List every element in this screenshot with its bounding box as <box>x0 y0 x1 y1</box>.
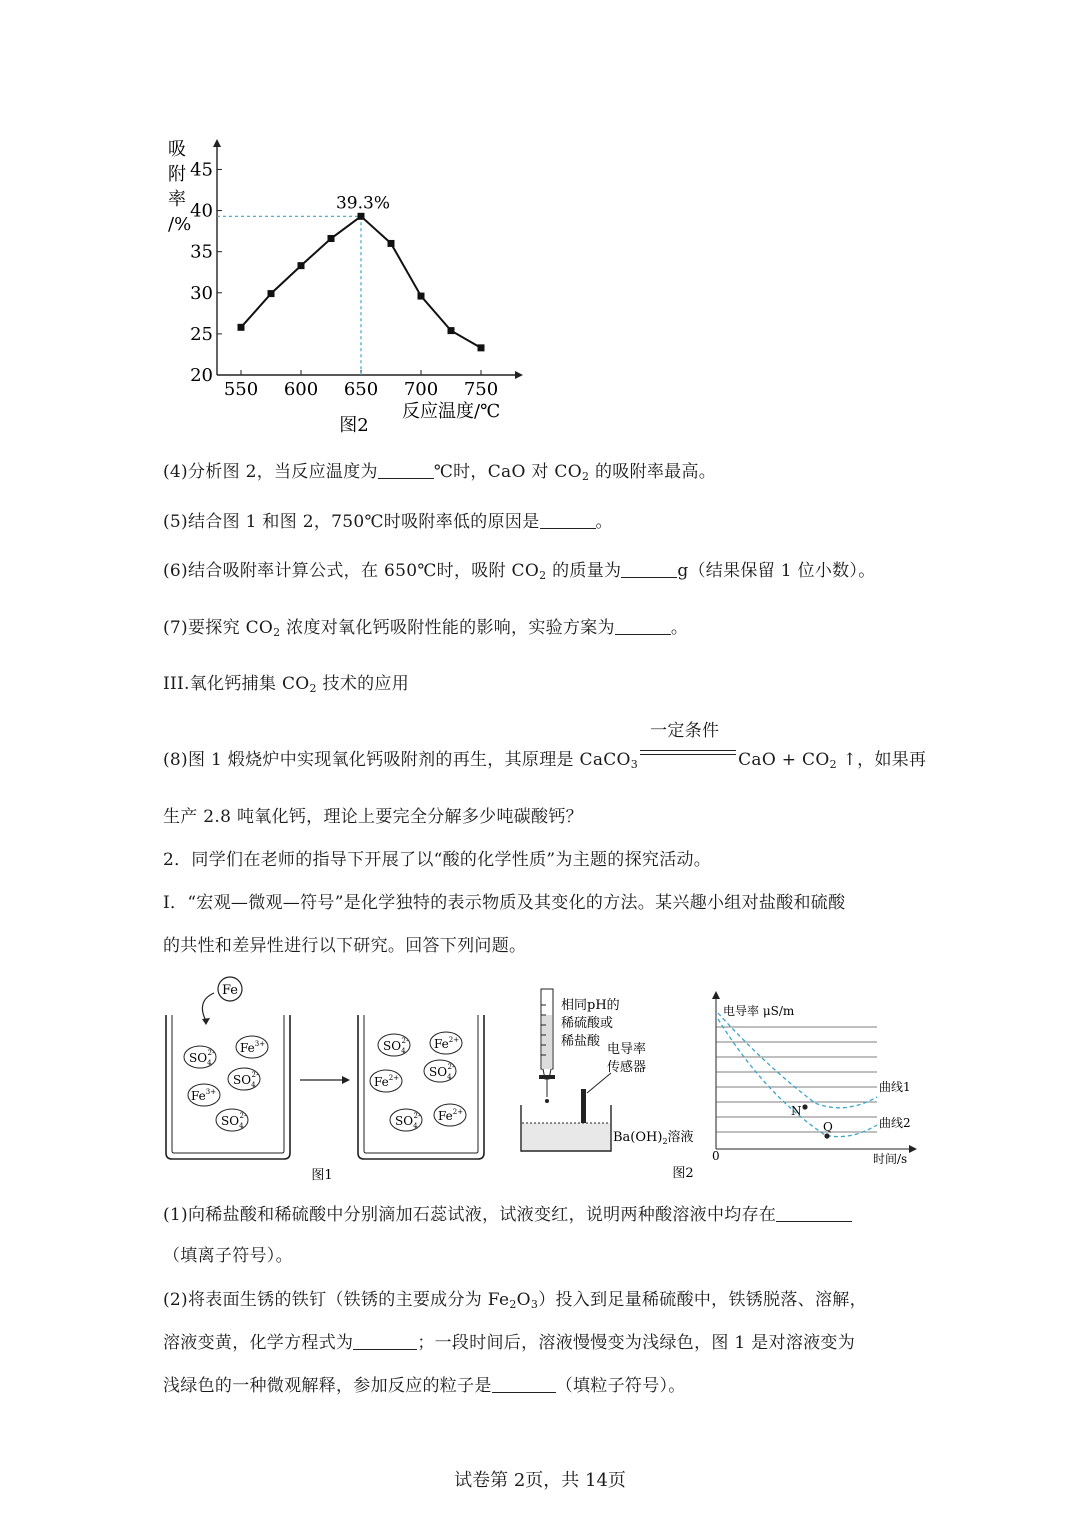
answer-blank[interactable] <box>353 1333 417 1350</box>
ion-fe2 <box>430 1032 462 1054</box>
point-q <box>824 1133 829 1138</box>
problem-2-intro-2: 的共性和差异性进行以下研究。回答下列问题。 <box>163 936 527 956</box>
svg-text:Fe2+: $Fe^{2+}$ <box>438 1108 464 1123</box>
fe-arrow <box>202 993 214 1021</box>
fe-arrowhead <box>202 1018 210 1025</box>
y-tick-label: 35 <box>190 241 213 263</box>
conductivity-graph <box>712 991 917 1166</box>
svg-text:SO42-: $SO_42-$ <box>429 1063 455 1081</box>
svg-text:电导率: 电导率 <box>607 1042 647 1057</box>
svg-text:SO42-: $SO_42-$ <box>189 1049 215 1067</box>
question-4: (4)分析图 2，当反应温度为 ℃时，CaO 对 $CO_2$ 的吸附率最高。 <box>163 462 717 483</box>
x-tick-label: 750 <box>463 379 499 400</box>
svg-text:稀硫酸或: 稀硫酸或 <box>561 1016 614 1031</box>
curve-2 <box>718 1019 877 1137</box>
y-tick-label: 40 <box>190 200 213 222</box>
problem-2-title: 2．同学们在老师的指导下开展了以“酸的化学性质”为主题的探究活动。 <box>163 850 712 870</box>
burette <box>539 989 555 1103</box>
part-1-line2: （填离子符号）。 <box>163 1246 293 1266</box>
problem-2-intro-1: I．“宏观—微观—符号”是化学独特的表示物质及其变化的方法。某兴趣小组对盐酸和硫酸 <box>163 893 846 913</box>
y-tick-label: 20 <box>190 365 213 386</box>
x-tick-label: 650 <box>343 379 379 400</box>
y-axis-label: 吸 <box>168 139 186 160</box>
x-axis-arrow <box>515 371 523 379</box>
y-tick-label: 30 <box>190 282 213 304</box>
reaction-condition: 一定条件 <box>640 741 736 765</box>
svg-text:曲线2: 曲线2 <box>879 1116 911 1130</box>
question-8-line2: 生产 2.8 吨氧化钙，理论上要完全分解多少吨碳酸钙？ <box>163 807 583 827</box>
ion-fe2 <box>370 1070 402 1092</box>
sensor-probe-lead <box>587 1073 611 1093</box>
svg-text:Q: Q <box>823 1120 833 1134</box>
svg-text:SO42-: $SO_42-$ <box>233 1071 259 1089</box>
svg-text:Fe2+: $Fe^{2+}$ <box>374 1074 400 1089</box>
part-1: (1)向稀盐酸和稀硫酸中分别滴加石蕊试液，试液变红，说明两种酸溶液中均存在 <box>163 1203 852 1227</box>
part-2-line3: 浅绿色的一种微观解释，参加反应的粒子是 （填粒子符号）。 <box>163 1376 686 1396</box>
conductivity-figure <box>515 985 920 1185</box>
question-8: (8)图 1 煅烧炉中实现氧化钙吸附剂的再生，其原理是 CaCO$_3$ 一定条件 CaO + $CO_2$ ↑，如果再 <box>163 721 927 771</box>
figure-2-caption: 图2 <box>672 1166 694 1181</box>
svg-text:Ba(OH)2溶液: $Ba(OH)_2$溶液 <box>613 1130 694 1146</box>
answer-blank[interactable] <box>776 1205 852 1222</box>
svg-text:电导率 μS/m: 电导率 μS/m <box>723 1004 795 1018</box>
data-point <box>298 262 305 269</box>
data-point <box>238 324 245 331</box>
page-footer: 试卷第 2页，共 14页 <box>454 1470 626 1491</box>
question-6: (6)结合吸附率计算公式，在 650℃时，吸附 $CO_2$ 的质量为 g（结果保留 1 位小数）。 <box>163 561 876 582</box>
x-axis-label: 反应温度/℃ <box>402 401 501 422</box>
svg-text:0: 0 <box>712 1149 720 1163</box>
svg-text:SO42-: $SO_42-$ <box>221 1112 247 1130</box>
svg-text:时间/s: 时间/s <box>873 1152 908 1166</box>
part-2: (2)将表面生锈的铁钉（铁锈的主要成分为 $Fe_2O_3$）投入到足量稀硫酸中，铁锈脱落、溶解， <box>163 1290 867 1311</box>
svg-text:稀盐酸: 稀盐酸 <box>561 1034 601 1049</box>
question-7: (7)要探究 $CO_2$ 浓度对氧化钙吸附性能的影响，实验方案为 。 <box>163 618 689 639</box>
ion-so4 <box>184 1046 216 1068</box>
x-tick-label: 700 <box>403 379 439 400</box>
data-point <box>358 213 365 220</box>
beaker-1 <box>166 1015 290 1159</box>
data-point <box>418 293 425 300</box>
y-tick-label: 45 <box>190 159 213 181</box>
y-axis-label: /% <box>168 214 192 235</box>
question-5: (5)结合图 1 和图 2，750℃时吸附率低的原因是 。 <box>163 512 613 532</box>
ion-fe2 <box>434 1104 466 1126</box>
y-axis-label: 率 <box>168 189 186 210</box>
part-2-line2: 溶液变黄，化学方程式为 ；一段时间后，溶液慢慢变为浅绿色，图 1 是对溶液变为 <box>163 1333 856 1353</box>
y-tick-label: 25 <box>190 323 213 345</box>
data-point <box>328 235 335 242</box>
section-3-heading: III.氧化钙捕集 $CO_2$ 技术的应用 <box>163 674 410 695</box>
point-n <box>802 1104 807 1109</box>
peak-label: 39.3% <box>335 193 391 214</box>
figure-1-caption: 图1 <box>311 1168 333 1183</box>
ion-fe3 <box>188 1084 220 1106</box>
svg-text:SO42-: $SO_42-$ <box>395 1112 421 1130</box>
x-tick-label: 550 <box>223 379 259 400</box>
ion-fe3 <box>236 1036 268 1058</box>
answer-blank[interactable] <box>378 462 434 479</box>
data-point <box>268 290 275 297</box>
ion-so4 <box>390 1109 422 1131</box>
data-point <box>478 344 485 351</box>
ion-so4 <box>424 1060 456 1082</box>
ion-so4 <box>216 1109 248 1131</box>
svg-text:N: N <box>791 1104 802 1118</box>
svg-text:曲线1: 曲线1 <box>879 1080 911 1094</box>
svg-text:相同pH的: 相同pH的 <box>561 998 620 1013</box>
ion-so4 <box>228 1068 260 1090</box>
svg-text:传感器: 传感器 <box>607 1060 647 1075</box>
figure-2-caption: 图2 <box>339 415 369 436</box>
answer-blank[interactable] <box>492 1376 556 1393</box>
y-axis-arrow <box>213 139 221 147</box>
svg-text:Fe2+: $Fe^{2+}$ <box>434 1036 460 1051</box>
svg-text:SO42-: $SO_42-$ <box>383 1037 409 1055</box>
data-point <box>448 327 455 334</box>
answer-blank[interactable] <box>621 561 677 578</box>
answer-blank[interactable] <box>615 618 671 635</box>
svg-text:Fe3+: $Fe^{3+}$ <box>191 1088 217 1103</box>
adsorption-chart <box>160 130 540 440</box>
micro-figure <box>160 975 500 1185</box>
x-tick-label: 600 <box>283 379 319 400</box>
data-point <box>388 240 395 247</box>
ion-so4 <box>378 1034 410 1056</box>
fe-atom <box>218 977 242 1001</box>
svg-text:Fe3+: $Fe^{3+}$ <box>240 1040 266 1055</box>
answer-blank[interactable] <box>540 512 596 529</box>
svg-text:Fe: Fe <box>221 983 239 998</box>
y-axis-label: 附 <box>168 164 186 185</box>
